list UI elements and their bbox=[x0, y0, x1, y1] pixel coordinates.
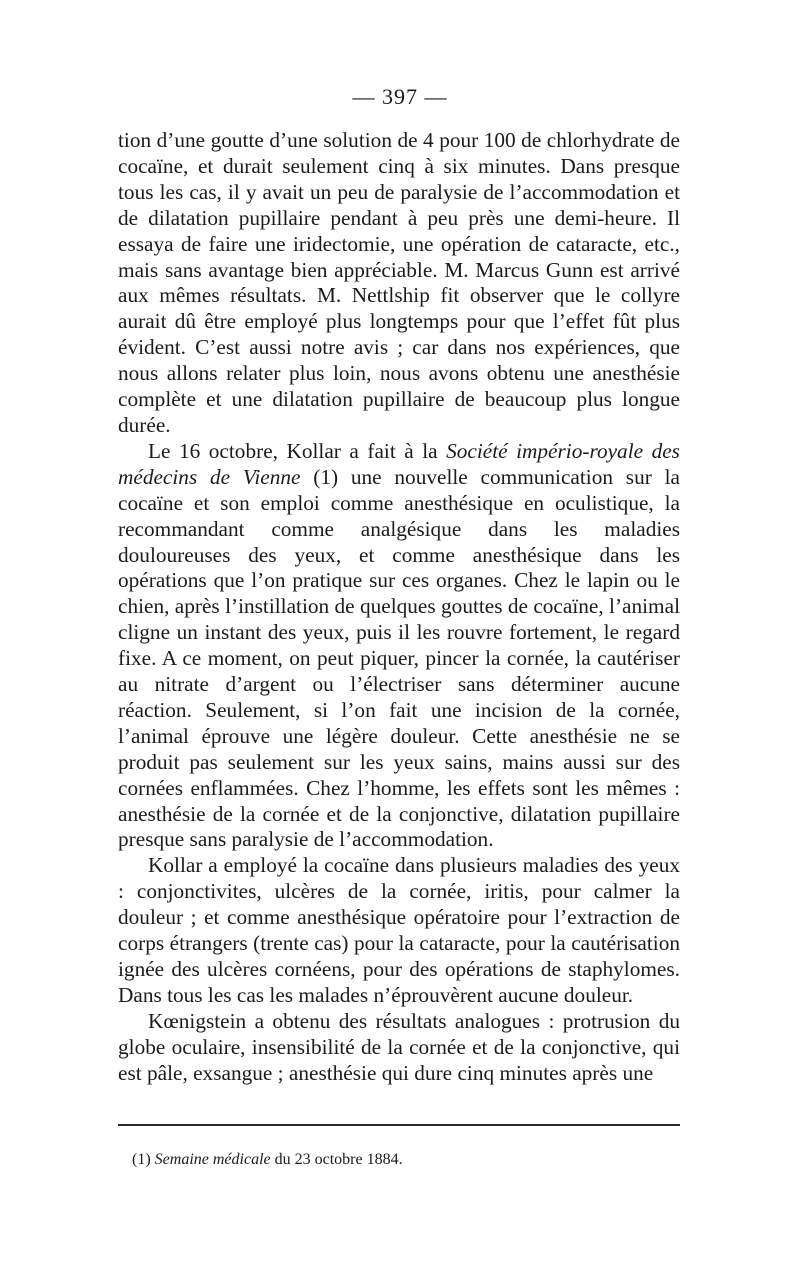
paragraph-4: Kœnigstein a obtenu des résultats analogues : protrusion du globe oculaire, insensibilité de la cornée et de la conjonctive, qui est pâle, exsangue ; anesthésie qui dure cinq minutes après une bbox=[118, 1008, 680, 1085]
footnote bbox=[132, 1150, 403, 1170]
footnote-marker: (1) bbox=[132, 1151, 151, 1168]
paragraph-3: Kollar a employé la cocaïne dans plusieurs maladies des yeux : conjonctivites, ulcères de la cornée, iritis, pour calmer la douleur ; et comme anesthésique opératoire pour l’extraction de corps étrangers (trente cas) pour la cataracte, pour la cautérisation ignée des ulcères cornéens, pour des opérations de staphylomes. Dans tous les cas les malades n’éprouvèrent aucune douleur. bbox=[118, 853, 680, 1007]
page-number: — 397 — bbox=[352, 84, 448, 109]
paragraph-2-start: Le 16 octobre, Kollar a fait à la bbox=[148, 438, 447, 463]
paragraph-2-rest: (1) une nouvelle communication sur la cocaïne et son emploi comme anesthésique en oculistique, la recommandant comme analgésique dans les maladies douloureuses des yeux, et comme anesthésique dans les opérations que l’on pratique sur ces organes. Chez le lapin ou le chien, après l’instillation de quelques gouttes de cocaïne, l’animal cligne un instant des yeux, puis il les rouvre fortement, le regard fixe. A ce moment, on peut piquer, pincer la cornée, la cautériser au nitrate d’argent ou l’électriser sans déterminer aucune réaction. Seulement, si l’on fait une incision de la cornée, l’animal éprouve une légère douleur. Cette anesthésie ne se produit pas seulement sur les yeux sains, mains aussi sur des cornées enflammées. Chez l’homme, les effets sont les mêmes : anesthésie de la cornée et de la conjonctive, dilatation pupillaire presque sans paralysie de l’accommodation. bbox=[118, 464, 680, 852]
body-text bbox=[118, 128, 680, 1087]
footnote-rule bbox=[118, 1124, 680, 1126]
footnote-date: du 23 octobre 1884. bbox=[274, 1151, 403, 1168]
society-name: Société império-royale des médecins de Vienne bbox=[118, 438, 680, 489]
footnote-journal: Semaine médicale bbox=[154, 1151, 271, 1168]
paragraph-2 bbox=[118, 439, 680, 854]
paragraph-1: tion d’une goutte d’une solution de 4 pour 100 de chlorhydrate de cocaïne, et durait seulement cinq à six minutes. Dans presque tous les cas, il y avait un peu de paralysie de l’accommodation et de dilatation pupillaire pendant à peu près une demi-heure. Il essaya de faire une iridectomie, une opération de cataracte, etc., mais sans avantage bien appréciable. M. Marcus Gunn est arrivé aux mêmes résultats. M. Nettlship fit observer que le collyre aurait dû être employé plus longtemps pour que l’effet fût plus évident. C’est aussi notre avis ; car dans nos expériences, que nous allons relater plus loin, nous avons obtenu une anesthésie complète et une dilatation pupillaire de beaucoup plus longue durée. bbox=[118, 128, 680, 437]
